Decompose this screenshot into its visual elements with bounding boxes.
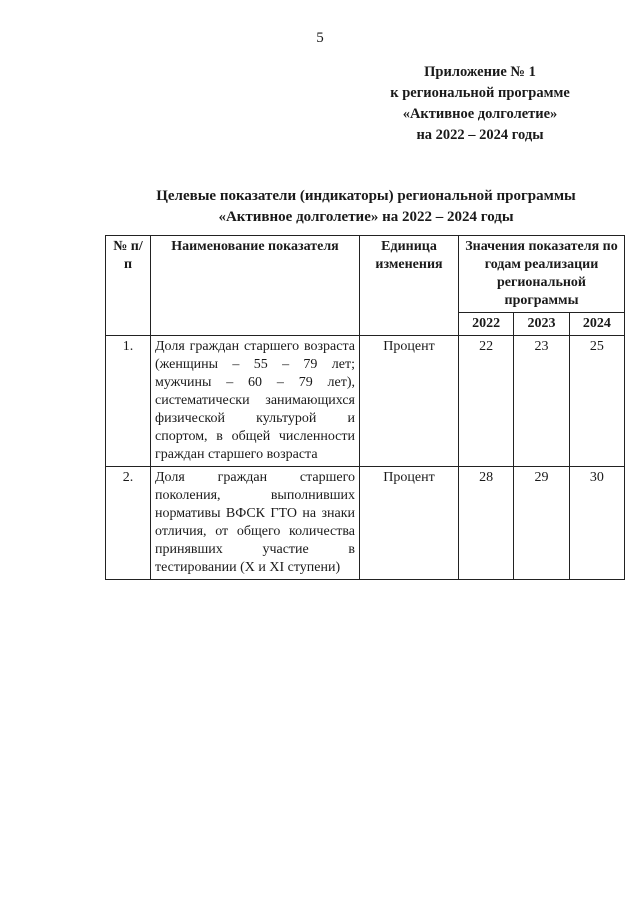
header-unit: Единица изменения xyxy=(360,236,459,336)
row-number: 2. xyxy=(106,467,151,580)
document-title xyxy=(106,186,626,228)
appendix-line-1: Приложение № 1 xyxy=(424,64,536,80)
appendix-header xyxy=(350,62,610,146)
indicators-table xyxy=(105,235,625,580)
title-line-2: «Активное долголетие» на 2022 – 2024 годы xyxy=(218,209,514,225)
row-value-2023: 29 xyxy=(514,467,569,580)
row-value-2022: 22 xyxy=(459,336,514,467)
header-year-2024: 2024 xyxy=(569,313,624,336)
title-line-1: Целевые показатели (индикаторы) региональной программы xyxy=(156,188,576,204)
header-year-2022: 2022 xyxy=(459,313,514,336)
appendix-line-2: к региональной программе xyxy=(390,85,570,101)
table-row xyxy=(106,336,625,467)
appendix-line-3: «Активное долголетие» xyxy=(402,106,558,122)
row-value-2024: 30 xyxy=(569,467,624,580)
row-unit: Процент xyxy=(360,467,459,580)
row-value-2024: 25 xyxy=(569,336,624,467)
row-indicator-name: Доля граждан старшего поколения, выполнивших нормативы ВФСК ГТО на знаки отличия, от общего количества принявших участие в тестировании (X и XI ступени) xyxy=(151,467,360,580)
row-number: 1. xyxy=(106,336,151,467)
page-number: 5 xyxy=(316,30,324,46)
header-values: Значения показателя по годам реализации региональной программы xyxy=(459,236,625,313)
row-value-2022: 28 xyxy=(459,467,514,580)
header-name: Наименование показателя xyxy=(151,236,360,336)
table-row xyxy=(106,467,625,580)
row-unit: Процент xyxy=(360,336,459,467)
row-indicator-name: Доля граждан старшего возраста (женщины – 55 – 79 лет; мужчины – 60 – 79 лет), систематически занимающихся физической культурой и спортом, в общей численности граждан старшего возраста xyxy=(151,336,360,467)
header-year-2023: 2023 xyxy=(514,313,569,336)
header-row xyxy=(106,236,625,313)
row-value-2023: 23 xyxy=(514,336,569,467)
appendix-line-4: на 2022 – 2024 годы xyxy=(416,127,544,143)
header-number: № п/п xyxy=(106,236,151,336)
